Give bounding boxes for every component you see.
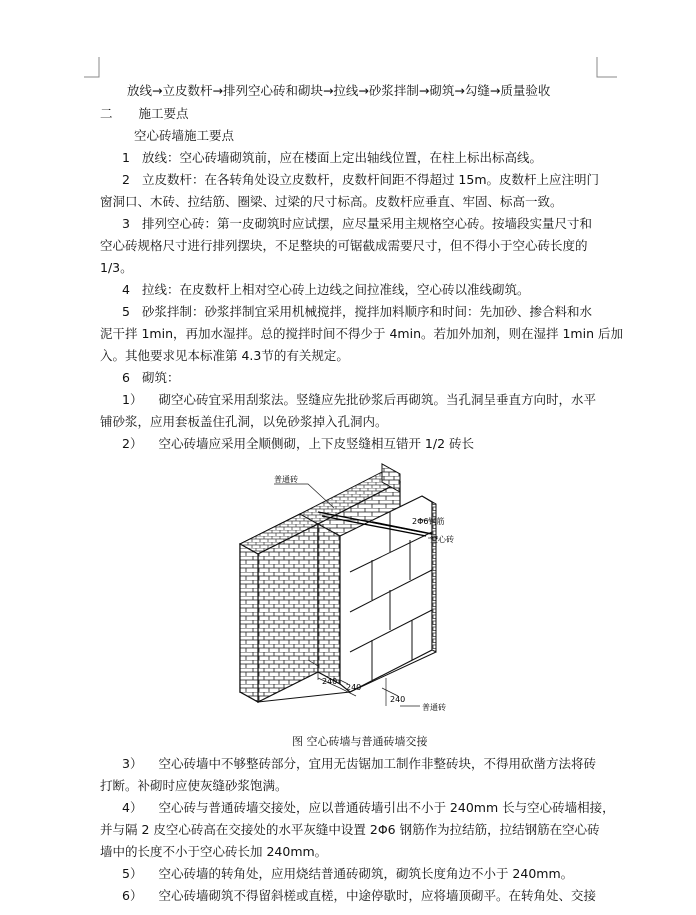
- subtitle: 空心砖墙施工要点: [134, 128, 235, 143]
- sub-item-4-line-3: 墙中的长度不小于空心砖长加 240mm。: [100, 844, 328, 859]
- section-number: 二: [100, 106, 113, 121]
- sub-item-1-line-2: 铺砂浆，应用套板盖住孔洞，以免砂浆掉入孔洞内。: [100, 414, 388, 429]
- figure-caption: 图 空心砖墙与普通砖墙交接: [292, 735, 428, 748]
- label-brick-bottom: 普通砖: [422, 703, 446, 712]
- sub-item-3: 3） 空心砖墙中不够整砖部分，宜用无齿锯加工制作非整砖块，不得用砍凿方法将砖: [122, 756, 596, 771]
- item-5: 5 砂浆拌制：砂浆拌制宜采用机械搅拌，搅拌加料顺序和时间：先加砂、掺合料和水: [122, 304, 592, 319]
- brick-wall-left: [240, 514, 318, 702]
- sub-item-2: 2） 空心砖墙应采用全顺侧砌，上下皮竖缝相互错开 1/2 砖长: [122, 436, 475, 451]
- item-3: 3 排列空心砖：第一皮砌筑时应试摆，应尽量采用主规格空心砖。按墙段实量尺寸和: [122, 216, 592, 231]
- item-4: 4 拉线：在皮数杆上相对空心砖上边线之间拉准线，空心砖以准线砌筑。: [122, 282, 530, 297]
- label-brick-top: 普通砖: [274, 475, 298, 484]
- item-2-line-2: 窗洞口、木砖、拉结筋、圈梁、过梁的尺寸标高。皮数杆应垂直、牢固、标高一致。: [100, 194, 563, 209]
- item-5-line-2: 泥干拌 1min，再加水湿拌。总的搅拌时间不得少于 4min。若加外加剂，则在湿拌 1min 后加: [100, 326, 623, 341]
- label-dim-3: 240: [390, 695, 406, 704]
- sub-item-4-line-2: 并与隔 2 皮空心砖高在交接处的水平灰缝中设置 2Φ6 钢筋作为拉结筋，拉结钢筋在空心砖: [100, 822, 600, 837]
- item-1: 1 放线：空心砖墙砌筑前，应在楼面上定出轴线位置，在柱上标出标高线。: [122, 150, 542, 165]
- process-flow: 放线→立皮数杆→排列空心砖和砌块→拉线→砂浆拌制→砌筑→勾缝→质量验收: [127, 83, 551, 98]
- top-right-corner-mark: [595, 57, 617, 79]
- sub-item-3-line-2: 打断。补砌时应使灰缝砂浆饱满。: [100, 778, 288, 793]
- sub-item-5: 5） 空心砖墙的转角处，应用烧结普通砖砌筑，砌筑长度角边不小于 240mm。: [122, 866, 574, 881]
- section-title: 施工要点: [138, 106, 189, 121]
- item-5-line-3: 入。其他要求见本标准第 4.3节的有关规定。: [100, 348, 349, 363]
- label-dim-1: 240: [322, 677, 338, 686]
- section-heading: [100, 106, 189, 122]
- sub-item-1: 1） 砌空心砖宜采用刮浆法。竖缝应先批砂浆后再砌筑。当孔洞呈垂直方向时，水平: [122, 392, 596, 407]
- item-3-line-3: 1/3。: [100, 260, 133, 275]
- label-dim-2: 240: [346, 683, 362, 692]
- item-3-line-2: 空心砖规格尺寸进行排列摆块，不足整块的可锯截成需要尺寸，但不得小于空心砖长度的: [100, 238, 588, 253]
- top-left-corner-mark: [84, 57, 102, 79]
- sub-item-4: 4） 空心砖与普通砖墙交接处，应以普通砖墙引出不小于 240mm 长与空心砖墙相接，: [122, 800, 615, 815]
- item-6: 6 砌筑：: [122, 370, 180, 385]
- item-2: 2 立皮数杆：在各转角处设立皮数杆，皮数杆间距不得超过 15m。皮数杆上应注明门: [122, 172, 600, 187]
- sub-item-6: 6） 空心砖墙砌筑不得留斜槎或直槎，中途停歇时，应将墙顶砌平。在转角处、交接: [122, 888, 596, 903]
- label-rebar: 2Φ6钢筋: [412, 517, 445, 526]
- wall-junction-figure: [222, 452, 612, 730]
- label-hollow-brick: 空心砖: [430, 535, 454, 544]
